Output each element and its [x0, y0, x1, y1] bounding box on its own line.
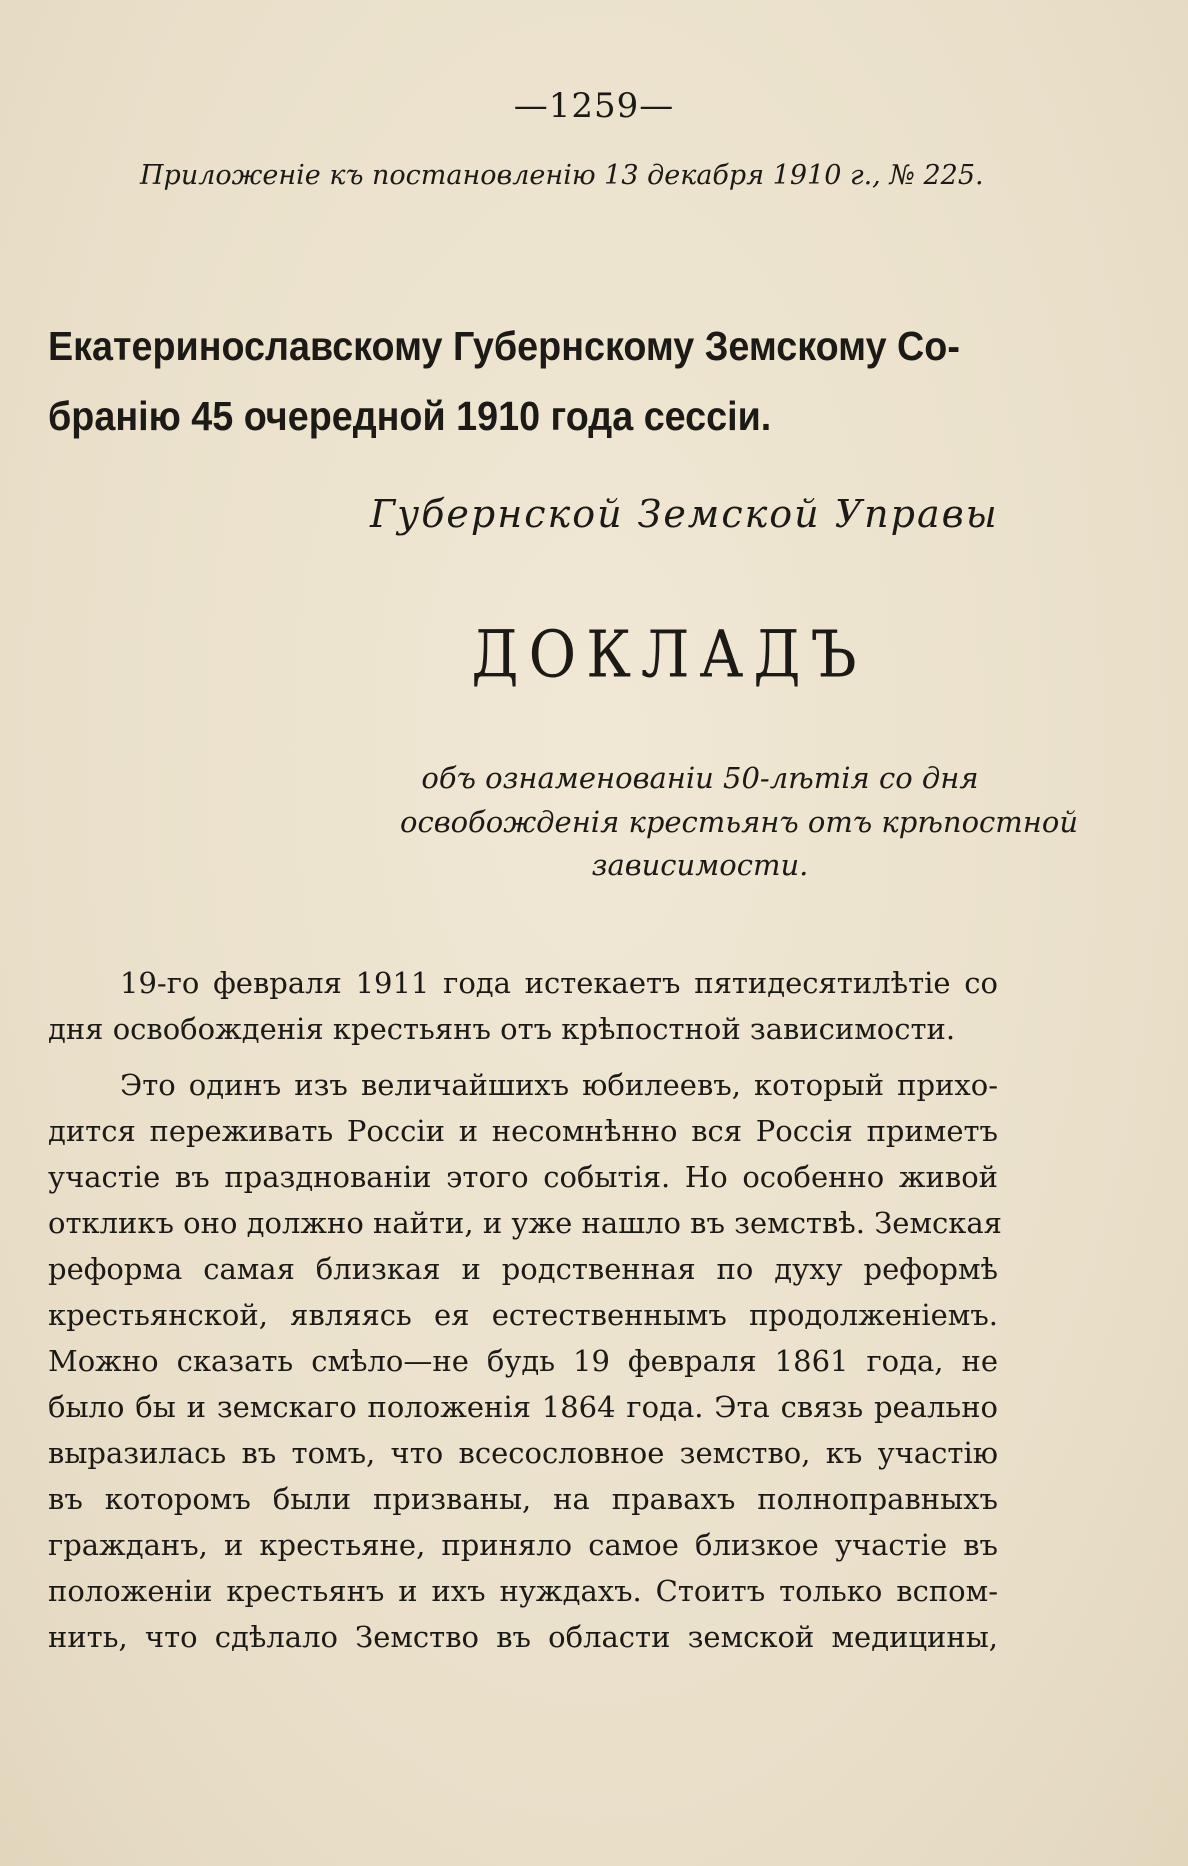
text-line: откликъ оно должно найти, и уже нашло въ земствѣ. Земская: [48, 1206, 1002, 1240]
text-line: въ которомъ были призваны, на правахъ полноправныхъ: [48, 1482, 998, 1516]
text-line: было бы и земскаго положенiя 1864 года. Эта связь реально: [48, 1390, 998, 1424]
text-line: дня освобожденiя крестьянъ отъ крѣпостной зависимости.: [48, 1012, 956, 1046]
text-line: дится переживать Россiи и несомнѣнно вся Россiя приметъ: [48, 1114, 998, 1148]
body-text: [48, 960, 1002, 1670]
text-line: 19-го февраля 1911 года истекаетъ пятидесятилѣтiе со: [120, 966, 998, 1000]
text-line: гражданъ, и крестьяне, приняло самое близкое участiе въ: [48, 1528, 998, 1562]
text-line: Можно сказать смѣло—не будь 19 февраля 1861 года, не: [48, 1344, 998, 1378]
subject-line: освобожденiя крестьянъ отъ крѣпостной: [400, 804, 1079, 839]
addressee-heading: [48, 312, 960, 451]
text-line: реформа самая близкая и родственная по духу реформѣ: [48, 1252, 998, 1286]
text-line: участiе въ празднованiи этого событiя. Но особенно живой: [48, 1160, 998, 1194]
text-line: крестьянской, являясь ея естественнымъ продолженiемъ.: [48, 1298, 998, 1332]
addressee-line: Екатеринославскому Губернскому Земскому Со-: [48, 323, 960, 369]
document-type-title: ДОКЛАДЪ: [471, 615, 867, 693]
paragraph-1: [48, 960, 998, 1052]
page-number: —1259—: [513, 86, 675, 126]
text-line: Это одинъ изъ величайшихъ юбилеевъ, который прихо-: [120, 1068, 998, 1102]
text-line: нить, что сдѣлало Земство въ области земской медицины,: [48, 1620, 998, 1654]
subject-line: зависимости.: [591, 848, 809, 882]
paragraph-2: [48, 1062, 1002, 1660]
text-line: положенiи крестьянъ и ихъ нуждахъ. Стоитъ только вспом-: [48, 1574, 998, 1608]
appendix-note: Приложенiе къ постановленiю 13 декабря 1910 г., № 225.: [140, 160, 984, 191]
subject-line: объ ознаменованiи 50-лѣтiя со дня: [421, 761, 979, 795]
issuer-line: Губернской Земской Управы: [370, 492, 999, 536]
report-subject: [400, 757, 1079, 888]
text-line: выразилась въ томъ, что всесословное земство, къ участiю: [48, 1436, 998, 1470]
addressee-line: бранiю 45 очередной 1910 года сессiи.: [48, 392, 772, 439]
